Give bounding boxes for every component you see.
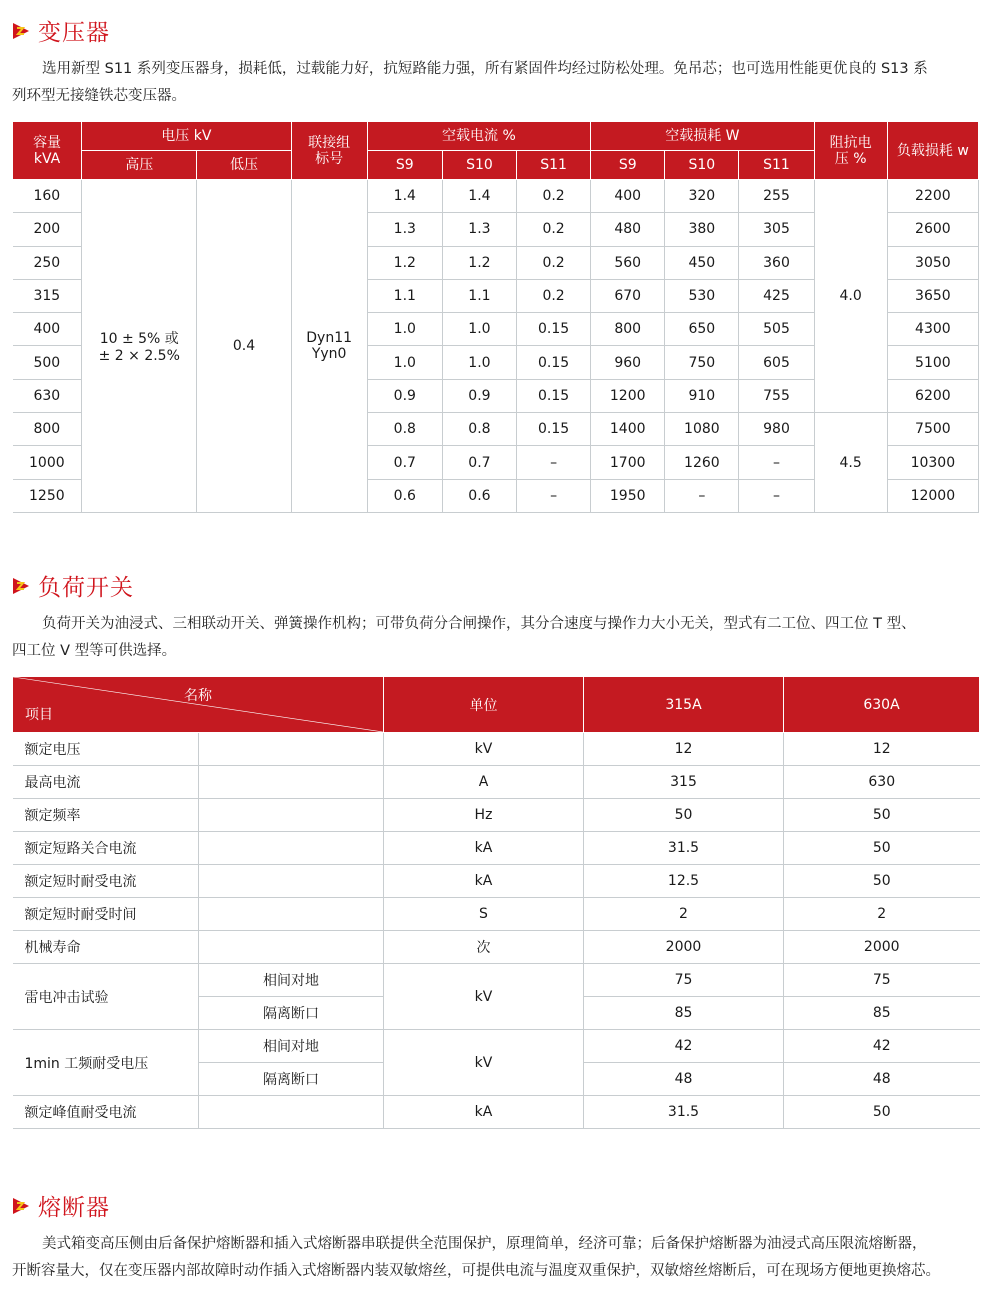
load-switch-spec-table	[12, 676, 980, 1129]
cell-loss-s10: 750	[665, 346, 739, 379]
cell-load-loss: 3050	[887, 246, 978, 279]
cell-current-s9: 0.8	[367, 413, 442, 446]
header-current-s10: S10	[442, 151, 516, 180]
cell-loss-s9: 1950	[591, 479, 665, 512]
header-loss-s9: S9	[591, 151, 665, 180]
section-title-fuse	[12, 1189, 110, 1222]
header-lv: 低压	[197, 151, 291, 180]
cell-subitem: 相间对地	[199, 1030, 384, 1063]
cell-unit: kV	[384, 1030, 584, 1096]
cell-load-loss: 4300	[887, 313, 978, 346]
cell-load-loss: 12000	[887, 479, 978, 512]
cell-315a: 12.5	[584, 865, 784, 898]
cell-unit: Hz	[384, 799, 584, 832]
cell-loss-s10: 650	[665, 313, 739, 346]
cell-capacity: 630	[13, 379, 82, 412]
load-switch-description	[12, 611, 992, 665]
cell-loss-s9: 670	[591, 279, 665, 312]
table-row	[13, 766, 980, 799]
table-row	[13, 898, 980, 931]
header-noload-loss: 空载损耗 W	[591, 122, 814, 151]
cell-315a: 31.5	[584, 1096, 784, 1129]
cell-unit: kV	[384, 964, 584, 1030]
cell-current-s10: 0.6	[442, 479, 516, 512]
cell-630a: 75	[784, 964, 980, 997]
cell-subitem	[199, 799, 384, 832]
cell-subitem	[199, 931, 384, 964]
cell-loss-s10: 1260	[665, 446, 739, 479]
cell-loss-s11: 605	[739, 346, 814, 379]
cell-630a: 2000	[784, 931, 980, 964]
cell-item: 额定短时耐受时间	[13, 898, 199, 931]
cell-315a: 2	[584, 898, 784, 931]
cell-630a: 48	[784, 1063, 980, 1096]
cell-item: 雷电冲击试验	[13, 964, 199, 1030]
cell-current-s9: 1.3	[367, 213, 442, 246]
cell-item: 额定短时耐受电流	[13, 865, 199, 898]
cell-loss-s9: 960	[591, 346, 665, 379]
cell-315a: 85	[584, 997, 784, 1030]
cell-load-loss: 6200	[887, 379, 978, 412]
section-title-text: 负荷开关	[38, 575, 134, 601]
section-title-text: 变压器	[38, 20, 110, 46]
section-arrow-icon	[12, 577, 30, 595]
header-voltage: 电压 kV	[82, 122, 291, 151]
cell-315a: 48	[584, 1063, 784, 1096]
cell-630a: 50	[784, 1096, 980, 1129]
header-current-s9: S9	[367, 151, 442, 180]
cell-capacity: 250	[13, 246, 82, 279]
cell-subitem	[199, 898, 384, 931]
cell-loss-s11: 425	[739, 279, 814, 312]
cell-loss-s9: 480	[591, 213, 665, 246]
cell-item: 额定电压	[13, 733, 199, 766]
cell-current-s11: 0.15	[517, 379, 591, 412]
table-row	[13, 799, 980, 832]
cell-loss-s9: 1400	[591, 413, 665, 446]
cell-capacity: 200	[13, 213, 82, 246]
cell-subitem	[199, 1096, 384, 1129]
cell-item: 1min 工频耐受电压	[13, 1030, 199, 1096]
cell-current-s9: 1.0	[367, 313, 442, 346]
cell-hv-voltage: 10 ± 5% 或 ± 2 × 2.5%	[82, 180, 197, 513]
cell-loss-s11: –	[739, 479, 814, 512]
header-name: 名称	[184, 688, 212, 704]
cell-loss-s9: 1700	[591, 446, 665, 479]
cell-unit: kA	[384, 1096, 584, 1129]
cell-item: 机械寿命	[13, 931, 199, 964]
cell-630a: 12	[784, 733, 980, 766]
header-loss-s11: S11	[739, 151, 814, 180]
cell-capacity: 315	[13, 279, 82, 312]
table-row	[13, 180, 979, 213]
cell-loss-s11: 755	[739, 379, 814, 412]
cell-item: 最高电流	[13, 766, 199, 799]
cell-subitem: 相间对地	[199, 964, 384, 997]
cell-loss-s10: 380	[665, 213, 739, 246]
paragraph-line: 选用新型 S11 系列变压器身，损耗低，过载能力好，抗短路能力强，所有紧固件均经过防松处理。免吊芯；也可选用性能更优良的 S13 系	[42, 61, 928, 77]
cell-630a: 50	[784, 832, 980, 865]
cell-315a: 2000	[584, 931, 784, 964]
cell-loss-s11: 255	[739, 180, 814, 213]
cell-item: 额定峰值耐受电流	[13, 1096, 199, 1129]
cell-subitem: 隔离断口	[199, 997, 384, 1030]
cell-315a: 42	[584, 1030, 784, 1063]
cell-load-loss: 3650	[887, 279, 978, 312]
cell-impedance: 4.0	[814, 180, 887, 413]
cell-current-s10: 1.2	[442, 246, 516, 279]
header-name-item	[13, 677, 384, 733]
header-hv: 高压	[82, 151, 197, 180]
cell-subitem	[199, 766, 384, 799]
section-title-transformer	[12, 14, 110, 47]
cell-capacity: 160	[13, 180, 82, 213]
cell-capacity: 400	[13, 313, 82, 346]
fuse-description	[12, 1231, 992, 1285]
cell-loss-s9: 1200	[591, 379, 665, 412]
cell-current-s10: 0.7	[442, 446, 516, 479]
paragraph-line: 四工位 V 型等可供选择。	[12, 643, 177, 659]
cell-capacity: 800	[13, 413, 82, 446]
cell-subitem: 隔离断口	[199, 1063, 384, 1096]
cell-315a: 12	[584, 733, 784, 766]
cell-load-loss: 5100	[887, 346, 978, 379]
table-row	[13, 1096, 980, 1129]
cell-current-s10: 0.8	[442, 413, 516, 446]
table-row	[13, 931, 980, 964]
cell-subitem	[199, 733, 384, 766]
table-row	[13, 964, 980, 997]
cell-loss-s10: –	[665, 479, 739, 512]
paragraph-line: 负荷开关为油浸式、三相联动开关、弹簧操作机构；可带负荷分合闸操作，其分合速度与操作力大小无关，型式有二工位、四工位 T 型、	[42, 616, 916, 632]
cell-current-s11: –	[517, 446, 591, 479]
cell-loss-s10: 320	[665, 180, 739, 213]
cell-item: 额定频率	[13, 799, 199, 832]
cell-current-s9: 1.1	[367, 279, 442, 312]
cell-unit: kA	[384, 865, 584, 898]
cell-current-s10: 1.0	[442, 346, 516, 379]
transformer-spec-table	[12, 121, 979, 513]
cell-current-s11: 0.2	[517, 180, 591, 213]
cell-load-loss: 7500	[887, 413, 978, 446]
section-title-load-switch	[12, 569, 134, 602]
cell-item: 额定短路关合电流	[13, 832, 199, 865]
cell-loss-s10: 910	[665, 379, 739, 412]
cell-current-s11: 0.15	[517, 413, 591, 446]
cell-current-s10: 0.9	[442, 379, 516, 412]
header-loss-s10: S10	[665, 151, 739, 180]
cell-loss-s9: 400	[591, 180, 665, 213]
cell-loss-s10: 530	[665, 279, 739, 312]
cell-current-s10: 1.0	[442, 313, 516, 346]
cell-loss-s10: 1080	[665, 413, 739, 446]
cell-630a: 42	[784, 1030, 980, 1063]
header-noload-current: 空载电流 %	[367, 122, 590, 151]
table-row	[13, 1030, 980, 1063]
cell-loss-s9: 800	[591, 313, 665, 346]
cell-unit: 次	[384, 931, 584, 964]
cell-current-s9: 1.0	[367, 346, 442, 379]
cell-current-s11: 0.2	[517, 213, 591, 246]
cell-load-loss: 2600	[887, 213, 978, 246]
cell-loss-s11: 505	[739, 313, 814, 346]
cell-315a: 315	[584, 766, 784, 799]
paragraph-line: 美式箱变高压侧由后备保护熔断器和插入式熔断器串联提供全范围保护，原理简单，经济可靠；后备保护熔断器为油浸式高压限流熔断器，	[42, 1236, 927, 1252]
header-630a: 630A	[784, 677, 980, 733]
cell-capacity: 1250	[13, 479, 82, 512]
section-title-text: 熔断器	[38, 1195, 110, 1221]
section-arrow-icon	[12, 22, 30, 40]
header-current-s11: S11	[517, 151, 591, 180]
cell-unit: kA	[384, 832, 584, 865]
cell-subitem	[199, 832, 384, 865]
cell-630a: 630	[784, 766, 980, 799]
cell-loss-s11: 360	[739, 246, 814, 279]
transformer-description	[12, 56, 992, 110]
cell-lv-voltage: 0.4	[197, 180, 291, 513]
cell-unit: S	[384, 898, 584, 931]
cell-current-s9: 0.9	[367, 379, 442, 412]
header-capacity: 容量 kVA	[13, 122, 82, 180]
cell-current-s11: –	[517, 479, 591, 512]
cell-630a: 50	[784, 799, 980, 832]
header-315a: 315A	[584, 677, 784, 733]
cell-315a: 75	[584, 964, 784, 997]
table-row	[13, 865, 980, 898]
cell-loss-s11: 305	[739, 213, 814, 246]
cell-impedance: 4.5	[814, 413, 887, 513]
cell-315a: 50	[584, 799, 784, 832]
paragraph-line: 开断容量大，仅在变压器内部故障时动作插入式熔断器内装双敏熔丝，可提供电流与温度双重保护，双敏熔丝熔断后，可在现场方便地更换熔芯。	[12, 1263, 940, 1279]
cell-current-s10: 1.4	[442, 180, 516, 213]
cell-load-loss: 2200	[887, 180, 978, 213]
cell-capacity: 500	[13, 346, 82, 379]
cell-current-s9: 0.6	[367, 479, 442, 512]
cell-loss-s11: –	[739, 446, 814, 479]
cell-loss-s11: 980	[739, 413, 814, 446]
cell-unit: kV	[384, 733, 584, 766]
cell-630a: 85	[784, 997, 980, 1030]
cell-current-s9: 1.2	[367, 246, 442, 279]
header-vector-group: 联接组 标号	[291, 122, 367, 180]
cell-current-s11: 0.15	[517, 346, 591, 379]
table-row	[13, 733, 980, 766]
cell-current-s11: 0.2	[517, 279, 591, 312]
cell-630a: 50	[784, 865, 980, 898]
cell-subitem	[199, 865, 384, 898]
cell-loss-s9: 560	[591, 246, 665, 279]
paragraph-line: 列环型无接缝铁芯变压器。	[12, 88, 186, 104]
cell-315a: 31.5	[584, 832, 784, 865]
header-impedance: 阻抗电 压 %	[814, 122, 887, 180]
cell-current-s10: 1.1	[442, 279, 516, 312]
cell-current-s11: 0.2	[517, 246, 591, 279]
table-row	[13, 832, 980, 865]
cell-loss-s10: 450	[665, 246, 739, 279]
cell-current-s9: 1.4	[367, 180, 442, 213]
header-item: 项目	[25, 707, 53, 723]
cell-vector-group: Dyn11 Yyn0	[291, 180, 367, 513]
section-arrow-icon	[12, 1197, 30, 1215]
cell-current-s10: 1.3	[442, 213, 516, 246]
cell-current-s9: 0.7	[367, 446, 442, 479]
cell-current-s11: 0.15	[517, 313, 591, 346]
header-load-loss: 负载损耗 w	[887, 122, 978, 180]
header-unit: 单位	[384, 677, 584, 733]
cell-load-loss: 10300	[887, 446, 978, 479]
cell-unit: A	[384, 766, 584, 799]
cell-630a: 2	[784, 898, 980, 931]
cell-capacity: 1000	[13, 446, 82, 479]
